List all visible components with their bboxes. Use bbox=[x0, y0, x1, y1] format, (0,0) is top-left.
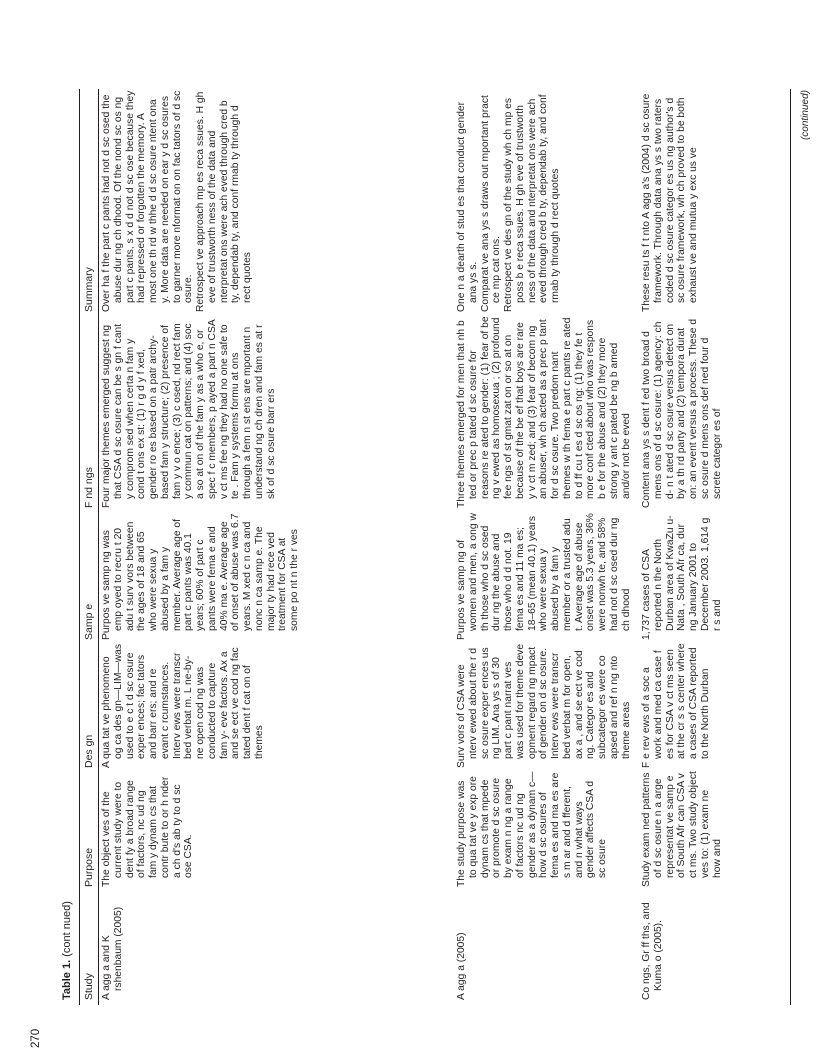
cell-purpose bbox=[101, 771, 195, 887]
cell-summary bbox=[641, 90, 700, 312]
design-text: Surv vors of CSA were nterv ewed about the r d sc osure exper ences us ng LIM. Ana ys s of 30 part c pant narrat ves was used for theme deve opment regard ng mpact of gender on d sc osure. Interv ews were transcr bed verbat m for open, ax a , and se ect ve cod ng. Categor es and subcategor es were co apsed and ref n ng nto theme areas bbox=[456, 643, 632, 768]
summary-text: Retrospect ve des gn of the study wh ch mp es poss b e reca ssues. H gh eve of trustworth ness of the data and nterpretat ons were ach eved through cred b ty, dependab ty, and conf rmab ty through d rect quotes bbox=[503, 94, 561, 312]
design-text: A qua tat ve phenomeno og ca des gn—LIM—was used to e c t d sc osure exper ences; fac tators and barr ers; and re evant c rcumstances. Interv ews were transcr bed verbat m. L ne-by- ne open cod ng was conducted to capture fam y- eve factors. Ax a and se ect ve cod ng fac tated dent f cat on of themes bbox=[101, 643, 265, 768]
column-header-sample: Samp e bbox=[83, 603, 95, 640]
table-row bbox=[641, 0, 789, 1056]
cell-findings bbox=[641, 316, 723, 508]
purpose-text: The object ves of the current study were to dent fy a broad range of factors, nc ud ng fam y dynam cs that contr bute to or h nder a ch d's ab ty to d sc ose CSA. bbox=[101, 776, 195, 887]
header-rule bbox=[98, 89, 99, 1005]
column-header-study: Study bbox=[83, 973, 95, 1000]
sample-text: 1,737 cases of CSA reported n the North Durban area of KwaZu u-Nata , South Afr ca, dur ng January 2001 to December 2003. 1,614 g r s and bbox=[641, 515, 723, 640]
page-number: 270 bbox=[30, 1028, 42, 1048]
design-text: F e rev ews of a soc a work and med ca case f es for CSA v ct ms seen at the cr s s center where a cases of CSA reported to the North Durban bbox=[641, 643, 711, 768]
cell-summary bbox=[456, 90, 562, 312]
sample-text: Purpos ve samp ng of women and men, a ong w th those who d sc osed dur ng the abuse and those who d d not. 19 fema es and 11 ma es; 18–65 (mean 40.1) years who were sexua y abused by a fam y member or a trusted adu t. Average age of abuse onset was 5.3 years, 36% were nonwh te, and 58% had not d sc osed dur ng ch dhood bbox=[456, 513, 632, 640]
summary-text: One n a dearth of stud es that conduct gender ana ys s. bbox=[456, 101, 479, 312]
column-header-summary: Summary bbox=[83, 267, 95, 312]
top-rule bbox=[79, 89, 80, 1005]
column-header-purpose: Purpose bbox=[83, 847, 95, 887]
cell-design bbox=[641, 643, 712, 768]
summary-text: Over ha f the part c pants had not d sc osed the abuse dur ng ch dhood. Of the nond sc os ng part c pants, s x d d not d sc ose because they had repressed or forgotten the memory. A most one th rd w thhe d d sc osure ntent ona y. More data are needed on ear y d sc osures to garner more nformat on on fac tators of d sc osure. bbox=[101, 90, 195, 312]
cell-sample bbox=[641, 512, 723, 640]
cell-design bbox=[101, 643, 266, 768]
table-row bbox=[101, 0, 451, 1056]
cell-study bbox=[641, 892, 665, 1000]
table-label: Table 1. bbox=[61, 959, 73, 1000]
continued-note: (continued) bbox=[800, 90, 811, 141]
findings-text: Three themes emerged for men that nh b ted or prec p tated d sc osure for reasons re ated to gender: (1) fear of be ng v ewed as homosexua ; (2) profound fee ngs of st gmat zat on or so at on because of the be ef that boys are rare y v ct m zed; and (3) fear of becom ng an abuser, wh ch acted as a prec p tant for d sc osure. Two predom nant themes w th fema e part c pants re ated to d ff cu t es d sc os ng: (1) they fe t more conf cted about who was respons b e for the abuse and (2) they more strong y ant c pated be ng b amed and/or not be eved bbox=[456, 316, 632, 508]
findings-text: Content ana ys s dent f ed two broad d mens ons of d sc osure: (1) agency: ch d- n t ated d sc osure versus detect on by a th rd party and (2) tempora durat on: an event versus a process. These d sc osure d mens ons def ned four d screte categor es of bbox=[641, 318, 723, 508]
cell-study bbox=[456, 892, 468, 1000]
cell-study bbox=[101, 892, 125, 1000]
table-continued-note: (cont nued) bbox=[61, 901, 73, 957]
purpose-text: The study purpose was to qua tat ve y exp ore dynam cs that mpede or promote d sc osure by exam n ng a range of factors nc ud ng gender as a dynam c—how d sc osures of fema es and ma es are s m ar and d fferent, and n what ways gender affects CSA d sc osure bbox=[456, 771, 608, 887]
cell-purpose bbox=[456, 771, 609, 887]
cell-sample bbox=[456, 512, 632, 640]
summary-text: Retrospect ve approach mp es reca ssues. H gh eve of trustworth ness of the data and nterpretat ons were ach eved through cred b ty, dependab ty, and conf rmab ty through d rect quotes bbox=[195, 91, 253, 312]
summary-text: Comparat ve ana ys s draws out mportant pract ce mp cat ons. bbox=[479, 95, 503, 312]
summary-text: These resu ts f t nto A agg a's (2004) d sc osure framework. Through data ana ys s two raters coded d sc osure categor es us ng author's d sc osure framework, wh ch proved to be both exhaust ve and mutua y exc us ve bbox=[641, 93, 699, 312]
purpose-text: Study exam ned patterns of d sc osure n a arge representat ve samp e of South Afr can CSA v ct ms. Two study object ves to: (1) exam ne how and bbox=[641, 771, 723, 887]
cell-findings bbox=[456, 316, 632, 508]
bottom-rule bbox=[790, 89, 791, 1005]
table-title bbox=[61, 901, 73, 1000]
study-text: A agg a and K rshenbaum (2005) bbox=[101, 906, 124, 1000]
study-text: A agg a (2005) bbox=[456, 932, 467, 1000]
sample-text: Purpos ve samp ng was emp oyed to recru t 20 adu t surv vors between the ages of 18 and 65 who were sexua y abused by a fam y member. Average age of part c pants was 40.1 years; 60% of part c pants were fema e and 40% ma e. Average age of onset of abuse was 6.7 years. M xed c n ca and nonc n ca samp e. The major ty had rece ved treatment for CSA at some po nt n the r ves bbox=[101, 513, 300, 640]
column-header-findings: F nd ngs bbox=[83, 467, 95, 508]
cell-summary bbox=[101, 90, 254, 312]
table-row bbox=[456, 0, 638, 1056]
study-text: Co ngs, Gr ff ths, and Kuma o (2005). bbox=[641, 902, 664, 1000]
cell-findings bbox=[101, 316, 277, 508]
findings-text: Four major themes emerged suggest ng that CSA d sc osure can be s gn f cant y comprom sed when certa n fam y cond t ons ex st: (1) r g d y f xed, gender ro es based on a patr archy-based fam y structure; (2) presence of fam y v o ence; (3) c osed, nd rect fam y commun cat on patterns; and (4) soc a so at on of the fam y as a who e, or spec f c members, p ayed a part n CSA v ct ms fee ng they had no one safe to te . Fam y systems formu at ons through a fem n st ens are mportant n understand ng ch dren and fam es at r sk of d sc osure barr ers bbox=[101, 319, 277, 508]
cell-sample bbox=[101, 512, 301, 640]
column-header-design: Des gn bbox=[83, 734, 95, 768]
cell-purpose bbox=[641, 771, 723, 887]
cell-design bbox=[456, 643, 632, 768]
